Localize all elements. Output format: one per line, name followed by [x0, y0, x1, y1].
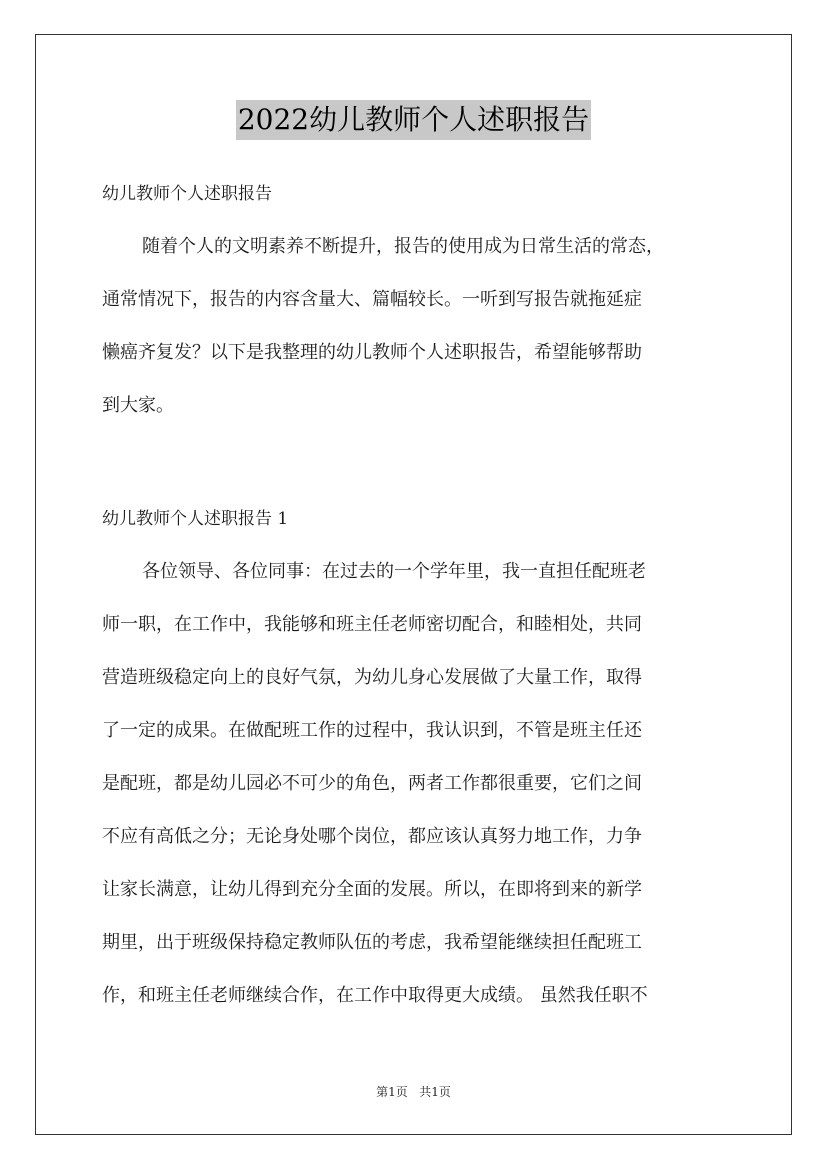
section-paragraph [102, 545, 730, 1022]
paragraph-line: 懒癌齐复发？以下是我整理的幼儿教师个人述职报告，希望能够帮助 [102, 342, 642, 363]
paragraph-line: 各位领导、各位同事：在过去的一个学年里，我一直担任配班老 [142, 561, 646, 582]
page-total: 共1页 [419, 1085, 451, 1099]
intro-paragraph [102, 220, 730, 432]
document-subtitle: 幼儿教师个人述职报告 [102, 184, 272, 204]
paragraph-line: 作，和班主任老师继续合作，在工作中取得更大成绩。 虽然我任职不 [102, 985, 648, 1006]
paragraph-line: 营造班级稳定向上的良好气氛，为幼儿身心发展做了大量工作，取得 [102, 667, 642, 688]
paragraph-line: 是配班，都是幼儿园必不可少的角色，两者工作都很重要，它们之间 [102, 773, 642, 794]
paragraph-line: 到大家。 [102, 395, 174, 416]
page-footer [0, 1083, 827, 1101]
section-heading: 幼儿教师个人述职报告 1 [102, 509, 289, 529]
paragraph-line: 通常情况下，报告的内容含量大、篇幅较长。一听到写报告就拖延症 [102, 289, 642, 310]
paragraph-line: 了一定的成果。在做配班工作的过程中，我认识到，不管是班主任还 [102, 720, 642, 741]
page-number: 第1页 [376, 1085, 408, 1099]
document-title: 2022幼儿教师个人述职报告 [236, 100, 591, 140]
paragraph-line: 师一职，在工作中，我能够和班主任老师密切配合，和睦相处，共同 [102, 614, 642, 635]
paragraph-line: 随着个人的文明素养不断提升，报告的使用成为日常生活的常态， [142, 236, 664, 257]
paragraph-line: 不应有高低之分；无论身处哪个岗位，都应该认真努力地工作，力争 [102, 826, 642, 847]
title-area [0, 100, 827, 140]
paragraph-line: 让家长满意，让幼儿得到充分全面的发展。所以，在即将到来的新学 [102, 879, 642, 900]
paragraph-line: 期里，出于班级保持稳定教师队伍的考虑，我希望能继续担任配班工 [102, 932, 642, 953]
